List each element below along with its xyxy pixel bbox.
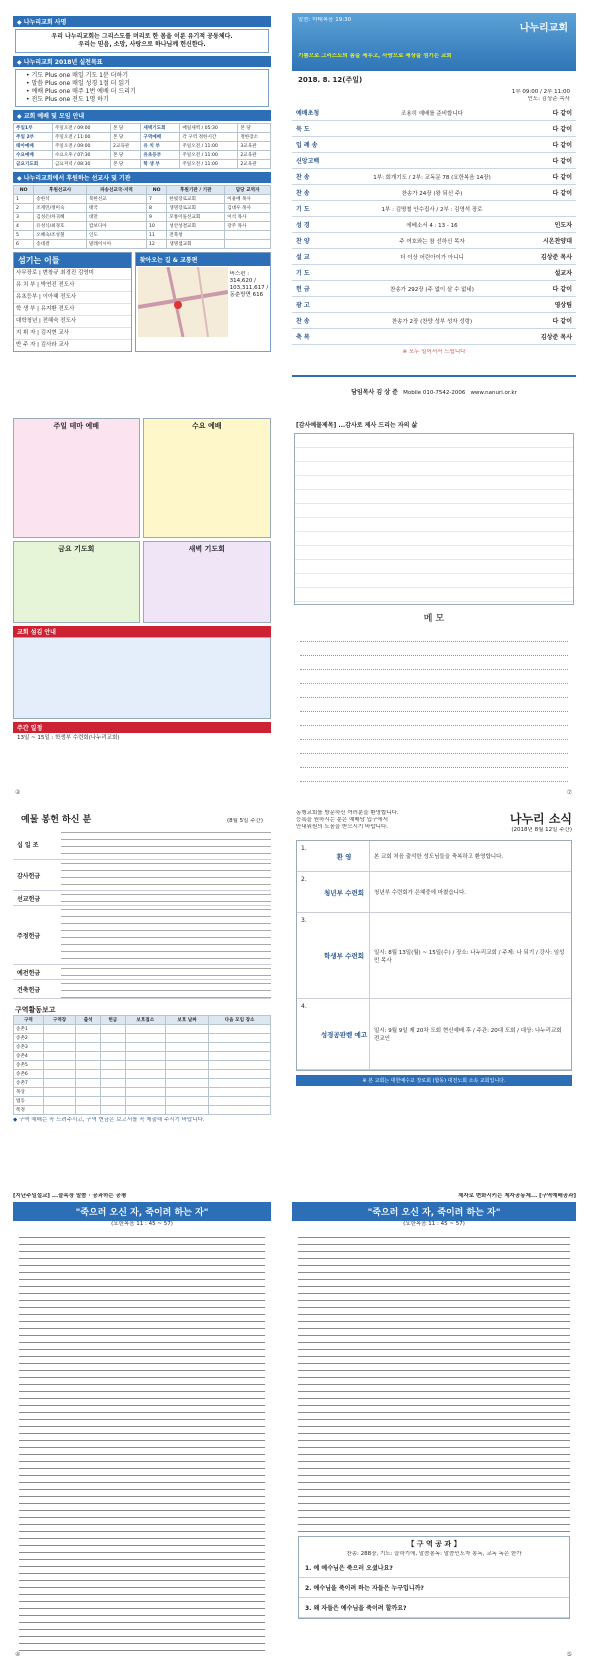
order-label: 헌 금 [296, 286, 310, 293]
table-row: 송촌3 [14, 1043, 271, 1052]
mission-box [15, 29, 269, 53]
dawn-prayer-box [143, 541, 272, 623]
goals-list [15, 69, 269, 107]
weekly-item: 13일 ~ 15일 : 학생부 수련회(나누리교회) [17, 735, 120, 741]
sermon-title: "죽으러 오신 자, 죽이려 하는 자" [13, 1202, 271, 1221]
offering-category: 예전헌금 [17, 969, 41, 977]
order-label: 신앙고백 [296, 158, 320, 165]
banner [292, 13, 576, 71]
page-number: ⑦ [566, 789, 572, 796]
service-header: 교회 섬김 안내 [13, 626, 271, 637]
order-row [292, 169, 576, 185]
group-note: ◆ 구역 예배는 꼭 드려주시고, 구역 현금은 보고서를 꼭 제출해 주시기 바랍니다. [13, 1117, 205, 1123]
question: 2. 예수님을 죽이려 하는 자들은 누구입니까? [299, 1578, 569, 1598]
missionaries-header: ◆ 나누리교회에서 후원하는 선교사 및 기관 [13, 172, 271, 183]
order-leader: 영상팀 [554, 302, 572, 309]
table-row: 3 김성은/차귀혜 대만 9 모퉁이돌선교회 이석 목사 [14, 213, 271, 222]
offering-names [61, 980, 271, 998]
service-date: 2018. 8. 12(주일) [298, 76, 363, 84]
mission-line-2: 우리는 믿음, 소망, 사랑으로 하나님께 헌신한다. [78, 41, 206, 48]
offering-names [61, 891, 271, 905]
table-row: 목상 [14, 1088, 271, 1097]
order-label: 기 도 [296, 270, 310, 277]
order-label: 입 례 송 [296, 142, 318, 149]
map-header: 찾아오는 길 & 교통편 [136, 253, 270, 266]
order-leader: 다 같이 [552, 286, 572, 293]
sermon-body [19, 1232, 265, 1652]
offering-row [13, 829, 271, 860]
order-leader: 김상준 목사 [540, 254, 572, 261]
church-name: 나누리교회 [519, 23, 568, 34]
offering-row [13, 906, 271, 965]
page-4 [292, 418, 576, 798]
news-item-body: 청년부 수련회가 은혜중에 마쳤습니다. [369, 872, 571, 912]
order-detail: 주 여호와는 참 선하신 목자 [399, 238, 465, 245]
staff-row: 반 주 자 | 김사라 교사 [16, 342, 70, 348]
service-times: 1부 09:00 / 2부 11:00 [511, 89, 570, 95]
footer [292, 375, 576, 398]
order-detail: 찬송가 2장 (찬양 성부 성자 성령) [391, 318, 473, 325]
table-row: 주일1부 주일오전 / 09:00 본 당 새벽기도회 매일새벽 / 05:30 본 당 [14, 124, 271, 133]
group-header: 구역활동보고 [15, 1006, 56, 1014]
thanks-list [294, 433, 574, 605]
table-row: 송촌2 [14, 1034, 271, 1043]
table-row: 법동 [14, 1097, 271, 1106]
page-number: ⑤ [566, 1651, 572, 1658]
dawn-prayer-title: 새벽 기도회 [188, 545, 225, 553]
memo-title: 메 모 [423, 614, 445, 624]
news-item-title: 성경공판벧 예고 [320, 1030, 368, 1039]
table-row: 수요예배 수요오후 / 07:30 본 당 유초등부 주일오전 / 11:00 2교육관 [14, 151, 271, 160]
staff-box [13, 252, 132, 352]
service-boxes-top [13, 418, 271, 538]
staff-and-map [13, 252, 271, 352]
order-leader: 인도자 [554, 222, 572, 229]
order-label: 성 경 [296, 222, 310, 229]
goal-item: • 기도 Plus one 매일 기도 1분 더하기 [26, 72, 129, 79]
order-detail: 1부: 회개기도 / 2부: 교독문 78 (요한복음 14장) [373, 174, 491, 181]
offering-row [13, 965, 271, 980]
offering-category: 십 일 조 [17, 841, 39, 849]
order-row [292, 153, 576, 169]
staff-row: 유 치 부 | 박연진 전도사 [14, 280, 131, 292]
table-header-row: NO 후원선교사 파송선교국·지역 NO 후원기관 / 기관 담당 교역자 [14, 186, 271, 195]
map-image [138, 267, 228, 337]
order-label: 찬 송 [296, 318, 310, 325]
pastor-name: 담임목사 김 상 준 [351, 389, 398, 396]
weekly-header: 주간 일정 [13, 722, 271, 733]
mission-line-1: 우리 나누리교회는 그리스도를 머리로 한 몸을 이룬 유기적 공동체다. [51, 33, 233, 40]
order-leader: 김상준 목사 [540, 334, 572, 341]
news-list [296, 840, 572, 1071]
news-item-number: 2. [301, 876, 307, 883]
service-leader: 인도: 김상준 목사 [527, 96, 570, 102]
news-title-block [510, 810, 572, 834]
order-row [292, 313, 576, 329]
staff-row: 학 생 부 | 유지환 전도사 [14, 304, 131, 316]
news-item-number: 1. [301, 845, 307, 852]
offering-category: 건축헌금 [17, 986, 41, 994]
news-footer: ※ 본 교회는 대한예수교 장로회 (합동) 대전노회 소속 교회입니다. [296, 1075, 572, 1086]
news-item-body: 본 교회 처음 출석한 성도님들을 축복하고 환영합니다. [369, 841, 571, 871]
order-leader: 다 같이 [552, 190, 572, 197]
friday-prayer-title: 금요 기도회 [58, 545, 95, 553]
mission-header: ◆ 나누리교회 사명 [13, 16, 271, 27]
table-row: 6 송대결 말레이시아 12 생명샘교회 [14, 240, 271, 249]
table-row: 주일 2부 주일오전 / 11:00 본 당 구역예배 각 구역 정한시간 정한장소 [14, 133, 271, 142]
page-3 [13, 418, 271, 798]
order-row [292, 233, 576, 249]
offering-header [13, 808, 271, 829]
news-header [292, 808, 576, 836]
order-detail: 찬송가 292장 (주 없이 살 수 없네) [390, 286, 474, 293]
news-item [297, 872, 571, 913]
sunday-service-box [13, 418, 140, 538]
order-leader: 다 같이 [552, 174, 572, 181]
map-box [135, 252, 271, 352]
offering-week: (8월 5일 주간) [226, 818, 263, 824]
order-detail: 찬송가 24장 (왕 되신 주) [401, 190, 463, 197]
table-row: 송촌7 [14, 1079, 271, 1088]
page-8 [292, 1193, 576, 1658]
staff-row: 사무장로 | 변창규 최경진 김영미 [14, 268, 131, 280]
table-row: 2 조재민/정미숙 태국 8 생명장로교회 김대우 목사 [14, 204, 271, 213]
table-row: 5 오혜숙/조성철 인도 11 전북청 [14, 231, 271, 240]
offering-names [61, 860, 271, 890]
offering-row [13, 980, 271, 999]
church-motto: 기쁨으로 그리스도의 몸을 세우고, 사랑으로 세상을 섬기는 교회 [298, 53, 452, 59]
news-item [297, 999, 571, 1070]
service-boxes-bottom [13, 541, 271, 623]
offering-category: 주정헌금 [17, 932, 41, 940]
goals-header: ◆ 나누리교회 2018년 실천목표 [13, 56, 271, 67]
order-leader: 다 같이 [552, 142, 572, 149]
banner-verse: 말씀: 마태복음 19:30 [298, 17, 352, 23]
order-row [292, 201, 576, 217]
sermon-header: [지난주일설교] ...늘목장 말씀 · 공과하는 공평 [13, 1193, 127, 1199]
page-2 [292, 13, 576, 408]
goal-item: • 전도 Plus one 전도 1명 하기 [26, 96, 109, 103]
order-row [292, 185, 576, 201]
news-item-title: 청년부 수련회 [324, 888, 364, 897]
lesson-header: 제자로 변화시키는 제자공동체... [구역예배공과] [458, 1193, 576, 1199]
website: www.nanuri.or.kr [470, 390, 517, 396]
staff-row: 지 휘 자 | 김지현 교사 [14, 328, 131, 340]
page-5 [13, 808, 271, 1183]
news-item-body: 일시: 9월 9일 제 20차 도회 현신예배 후 / 주관: 20대 도회 / 대상: 나누리교회 전교인 [369, 999, 571, 1069]
table-row: 4 유성식/최경호 캄보디아 10 성안성결교회 강주 목사 [14, 222, 271, 231]
page-6 [292, 808, 576, 1183]
order-row [292, 217, 576, 233]
lesson-box-title: 【 구 역 공 과 】 [407, 1540, 461, 1548]
table-row: 태아예배 주일오전 / 09:00 2교육관 유 치 부 주일오전 / 11:00 3교육관 [14, 142, 271, 151]
intro-line: 등록을 원하시는 분은 예배당 입구에서 [296, 817, 389, 823]
goal-item: • 말씀 Plus one 매일 성경 1절 더 읽기 [26, 80, 130, 87]
order-row [292, 121, 576, 137]
news-item [297, 841, 571, 872]
question: 3. 왜 자들은 예수님을 죽이려 할까요? [299, 1598, 569, 1618]
offering-categories [13, 829, 271, 999]
table-row: 송촌4 [14, 1052, 271, 1061]
news-title: 나누리 소식 [509, 812, 572, 826]
order-row [292, 249, 576, 265]
order-leader: 다 같이 [552, 110, 572, 117]
order-detail: 조용히 예배를 준비합니다 [401, 110, 463, 117]
lesson-title: "죽으러 오신 자, 죽이려 하는 자" [292, 1202, 576, 1221]
staff-row: 대학청년 | 전혜숙 전도사 [14, 316, 131, 328]
wednesday-service-box [143, 418, 272, 538]
memo-lines [300, 628, 568, 782]
worship-table [13, 123, 271, 169]
offering-names [61, 829, 271, 859]
thanks-title: [감사예물제목] ...감사로 제사 드리는 자의 삶 [296, 422, 418, 429]
bus-info: 버스편 : 314,620 / 103,311,617 / 동춘방면 616 [229, 271, 269, 298]
order-label: 묵 도 [296, 126, 310, 133]
table-header-row: 구역 구역장 출석 헌금 보호접소 보호 날짜 다음 모임 장소 [14, 1016, 271, 1025]
news-date: (2018년 8월 12일 주간) [511, 827, 572, 833]
intro-line: 동행교회를 방문하신 여러분을 환영합니다. [296, 810, 399, 816]
order-row [292, 265, 576, 281]
offering-names [61, 965, 271, 979]
order-leader: 설교자 [554, 270, 572, 277]
order-label: 예배초청 [296, 110, 320, 117]
order-row [292, 281, 576, 297]
service-table [13, 637, 271, 719]
news-item-number: 4. [301, 1003, 307, 1010]
page-number: ② [15, 789, 21, 796]
order-row [292, 105, 576, 121]
question: 1. 예 예수님은 죽으러 오셨나요? [299, 1558, 569, 1578]
order-leader: 다 같이 [552, 318, 572, 325]
table-row: 송촌1 [14, 1025, 271, 1034]
order-row [292, 297, 576, 313]
page-number: ④ [15, 1651, 21, 1658]
order-label: 설 교 [296, 254, 310, 261]
offering-row [13, 860, 271, 891]
offering-row [13, 891, 271, 906]
news-item-title: 환 영 [336, 852, 352, 861]
mobile: Mobile 010-7542-2006 [403, 390, 466, 396]
order-detail: 에베소서 4 : 13 - 16 [406, 222, 458, 229]
news-item-number: 3. [301, 917, 307, 924]
offering-category: 감사헌금 [17, 872, 41, 880]
table-row: 송촌5 [14, 1061, 271, 1070]
staff-header: 섬기는 이들 [14, 253, 131, 268]
sunday-service-title: 주일 테마 예배 [53, 422, 99, 430]
order-leader: 시온찬양대 [543, 238, 572, 245]
order-row [292, 137, 576, 153]
order-detail: 1부 : 김명철 안수집사 / 2부 : 김영석 장로 [381, 206, 483, 213]
sermon-ref: (요한복음 11 : 45 ~ 57) [111, 1221, 173, 1227]
note: ※ 모두 일어서서 드립니다 [402, 349, 466, 355]
page-7 [13, 1193, 271, 1658]
news-item-body: 일시: 8월 13일(월) ~ 15일(수) / 장소: 나누리교회 / 주제: 나 되기 / 강사: 임성민 목사 [369, 913, 571, 998]
news-item-title: 학생부 수련회 [324, 952, 364, 960]
order-label: 기 도 [296, 206, 310, 213]
news-item [297, 913, 571, 999]
table-row: 1 송한석 북한선교 7 한빛장로교회 이용배 목사 [14, 195, 271, 204]
order-label: 축 복 [296, 334, 310, 341]
group-table [13, 1015, 271, 1115]
table-row: 송촌6 [14, 1070, 271, 1079]
offering-title: 예물 봉헌 하신 분 [21, 815, 92, 825]
wednesday-service-title: 수요 예배 [192, 422, 222, 430]
missionaries-table [13, 185, 271, 249]
order-leader: 다 같이 [552, 158, 572, 165]
lesson-ref: (요한복음 11 : 45 ~ 57) [403, 1221, 465, 1227]
offering-category: 선교헌금 [17, 895, 41, 903]
page-1 [13, 13, 271, 408]
order-label: 찬 양 [296, 238, 310, 245]
table-row: 금요기도회 금요저녁 / 08:30 본 당 학 생 부 주일오전 / 11:00 2교육관 [14, 160, 271, 169]
order-label: 찬 송 [296, 174, 310, 181]
order-of-worship [292, 105, 576, 345]
offering-names [61, 906, 271, 964]
intro-line: 안내위원의 도움을 받으시기 바랍니다. [296, 824, 389, 830]
friday-prayer-box [13, 541, 140, 623]
welcome-intro [296, 810, 399, 834]
staff-row: 유초등부 | 이아혜 전도사 [14, 292, 131, 304]
lesson-box-sub: 찬송: 288장, 기도: 늘하기에, 말씀봉독: 말씀인도자 봉독, 교독 독은 한가 [346, 1551, 522, 1557]
order-label: 찬 송 [296, 190, 310, 197]
order-label: 광 고 [296, 302, 310, 309]
worship-header: ◆ 교회 예배 및 모임 안내 [13, 110, 271, 121]
order-detail: 더 이상 어린아이가 아니니 [400, 254, 464, 261]
order-leader: 다 같이 [552, 126, 572, 133]
lesson-body [298, 1232, 570, 1532]
table-row: 쪽정 [14, 1106, 271, 1115]
order-row [292, 329, 576, 345]
goal-item: • 예배 Plus one 매주 1번 예배 더 드리기 [26, 88, 136, 95]
lesson-box [298, 1536, 570, 1619]
